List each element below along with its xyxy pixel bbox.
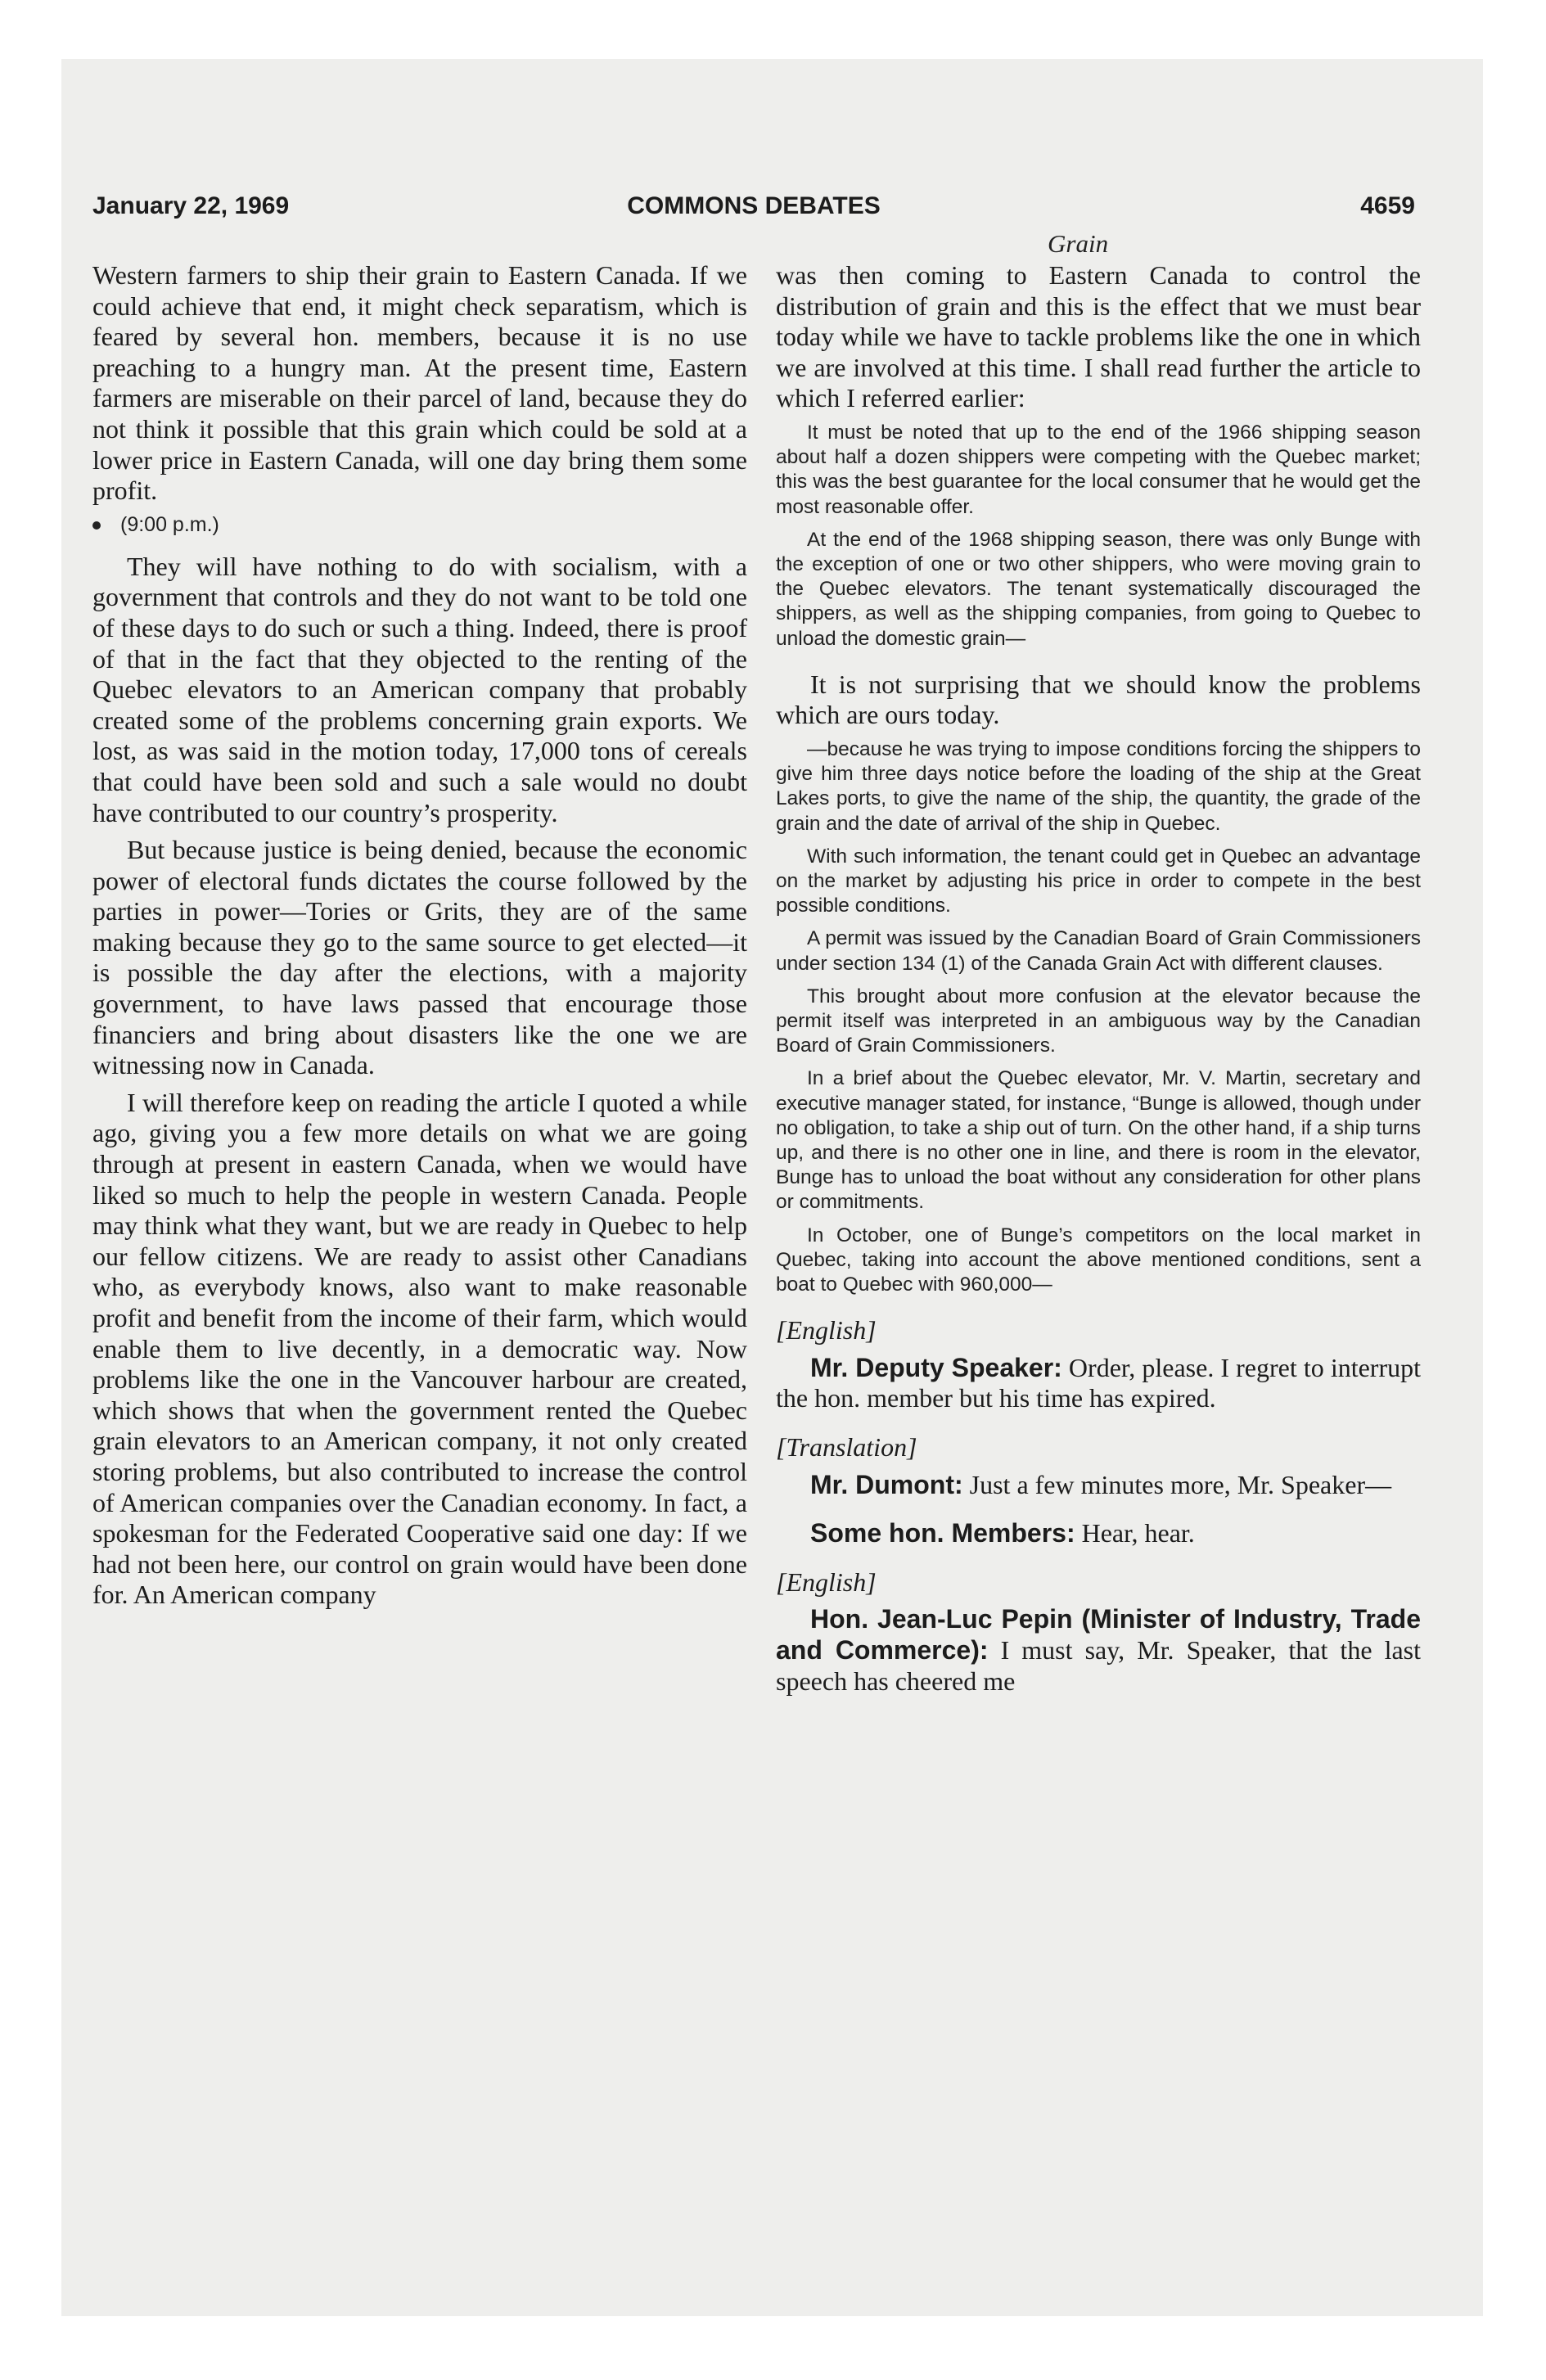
time-stamp: (9:00 p.m.): [120, 512, 219, 536]
language-tag: [English]: [776, 1315, 877, 1346]
speech-text: Just a few minutes more, Mr. Speaker—: [962, 1469, 1392, 1499]
speaker-name: Mr. Deputy Speaker:: [810, 1352, 1062, 1382]
page-header: [92, 192, 1415, 225]
paragraph: But because justice is being denied, because the economic power of electoral funds dictates the course followed by the parties in power—Tories or Grits, they are of the same making because they go to the same source to get elected—it is possible the day after the elections, with a majority government, to have laws passed that encourage those financiers and bring about disasters like the one we are witnessing now in Canada.: [92, 835, 747, 1080]
paragraph: I will therefore keep on reading the article I quoted a while ago, giving you a few more details on what we are going through at present in eastern Canada, when we would have liked so much to help the people in western Canada. People may think what they want, but we are ready in Quebec to help our fellow citizens. We are ready to assist other Canadians who, as everybody knows, also want to make reasonable profit and benefit from the income of their farm, which would enable them to live decently, in a democratic way. Now problems like the one in the Vancouver harbour are created, which shows that when the government rented the Quebec grain elevators to an American company, it not only created storing problems, but also contributed to increase the control of American companies over the Canadian economy. In fact, a spokesman for the Federated Cooperative said one day: If we had not been here, our control on grain would have been done for. An American company: [92, 1087, 747, 1610]
header-date: January 22, 1969: [92, 192, 290, 219]
language-tag: [English]: [776, 1566, 877, 1597]
time-marker: [92, 513, 747, 537]
language-tag: [Translation]: [776, 1432, 917, 1463]
speech: [776, 1353, 1421, 1414]
paragraph: was then coming to Eastern Canada to control the distribution of grain and this is the effect that we must bear today while we have to tackle problems like the one in which we are involved at this time. I shall read further the article to which I referred earlier:: [776, 260, 1421, 413]
quoted-paragraph: In a brief about the Quebec elevator, Mr. V. Martin, secretary and executive manager stated, for instance, “Bunge is allowed, though under no obligation, to take a ship out of turn. On the other hand, if a ship turns up, and there is no other one in line, and there is room in the elevator, Bunge has to unload the boat without any consideration for other plans or commitments.: [776, 1067, 1421, 1214]
speech-text: Order, please. I regret to interrupt the hon. member but his time has expired.: [776, 1352, 1422, 1413]
page-number: 4659: [1360, 192, 1415, 219]
header-title: COMMONS DEBATES: [627, 192, 881, 219]
paragraph: It is not surprising that we should know the problems which are ours today.: [776, 669, 1421, 730]
section-title: Grain: [1048, 229, 1109, 258]
speech-text: Hear, hear.: [1075, 1518, 1195, 1548]
speaker-name: Mr. Dumont:: [810, 1469, 963, 1499]
quoted-paragraph: —because he was trying to impose conditions forcing the shippers to give him three days notice before the loading of the ship at the Great Lakes ports, to give the name of the ship, the quantity, the grade of the grain and the date of arrival of the ship in Quebec.: [776, 737, 1421, 835]
quoted-paragraph: At the end of the 1968 shipping season, there was only Bunge with the exception of one or two other shippers, who were moving grain to the Quebec elevators. The tenant systematically discouraged the shippers, as well as the shipping companies, from going to Quebec to unload the domestic grain—: [776, 528, 1421, 650]
speaker-name: Hon. Jean-Luc Pepin (Minister of Industry, Trade and Commerce):: [776, 1604, 1421, 1665]
quoted-paragraph: In October, one of Bunge’s competitors on the local market in Quebec, taking into account the above mentioned conditions, sent a boat to Quebec with 960,000—: [776, 1224, 1421, 1296]
speech-text: I must say, Mr. Speaker, that the last speech has cheered me: [776, 1635, 1422, 1696]
paragraph: Western farmers to ship their grain to Eastern Canada. If we could achieve that end, it might check separatism, which is feared by several hon. members, because it is no use preaching to a hungry man. At the present time, Eastern farmers are miserable on their parcel of land, because they do not think it possible that this grain which could be sold at a lower price in Eastern Canada, will one day bring them some profit.: [92, 260, 747, 506]
speaker-name: Some hon. Members:: [810, 1518, 1075, 1548]
bullet-icon: [92, 521, 101, 530]
quoted-paragraph: With such information, the tenant could get in Quebec an advantage on the market by adjusting his price in order to compete in the best possible conditions.: [776, 845, 1421, 917]
quoted-paragraph: It must be noted that up to the end of the 1966 shipping season about half a dozen shippers were competing with the Quebec market; this was the best guarantee for the local consumer that he would get the most reasonable offer.: [776, 421, 1421, 518]
left-column: [92, 260, 747, 1617]
speech: [776, 1518, 1421, 1549]
right-column: [776, 260, 1421, 1703]
quoted-paragraph: A permit was issued by the Canadian Board of Grain Commissioners under section 134 (1) of the Canada Grain Act with different clauses.: [776, 927, 1421, 975]
speech: [776, 1470, 1421, 1501]
speech: [776, 1604, 1421, 1697]
paragraph: They will have nothing to do with socialism, with a government that controls and they do not want to be told one of these days to do such or such a thing. Indeed, there is proof of that in the fact that they objected to the renting of the Quebec elevators to an American company that probably created some of the problems concerning grain exports. We lost, as was said in the motion today, 17,000 tons of cereals that could have been sold and such a sale would no doubt have contributed to our country’s prosperity.: [92, 551, 747, 827]
quoted-paragraph: This brought about more confusion at the elevator because the permit itself was interpreted in an ambiguous way by the Canadian Board of Grain Commissioners.: [776, 985, 1421, 1057]
